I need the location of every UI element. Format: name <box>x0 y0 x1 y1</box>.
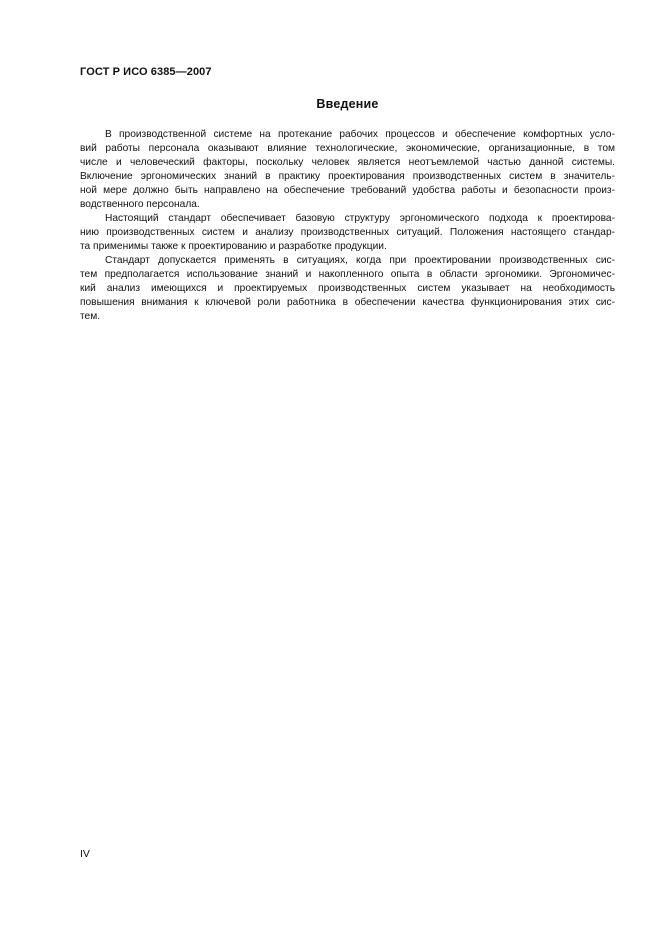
text-line: вий работы персонала оказывают влияние технологические, экономические, организационные, в том <box>80 143 615 154</box>
text-line: ной мере должно быть направлено на обеспечение требований удобства работы и безопасности произ- <box>80 185 615 196</box>
text-line: кий анализ имеющихся и проектируемых производственных систем указывает на необходимость <box>80 283 615 294</box>
text-line: В производственной системе на протекание рабочих процессов и обеспечение комфортных усло- <box>105 129 615 140</box>
text-line: Стандарт допускается применять в ситуациях, когда при проектировании производственных сис- <box>105 255 615 266</box>
text-line: числе и человеческий факторы, поскольку человек является неотъемлемой частью данной системы. <box>80 157 615 168</box>
text-line: тем. <box>80 311 101 322</box>
text-line: водственного персонала. <box>80 199 200 210</box>
text-line: тем предполагается использование знаний и накопленного опыта в области эргономики. Эргономичес- <box>80 269 615 280</box>
text-line: та применимы также к проектированию и разработке продукции. <box>80 241 387 252</box>
text-line: Включение эргономических знаний в практику проектирования производственных систем в значитель- <box>80 171 615 182</box>
page-number: IV <box>80 848 90 860</box>
section-title: Введение <box>316 97 379 111</box>
text-line: нию производственных систем и анализу производственных ситуаций. Положения настоящего стандар- <box>80 227 615 238</box>
document-header: ГОСТ Р ИСО 6385—2007 <box>80 66 212 78</box>
text-line: Настоящий стандарт обеспечивает базовую структуру эргономического подхода к проектирова- <box>105 213 615 224</box>
text-line: повышения внимания к ключевой роли работника в обеспечении качества функционирования этих сис- <box>80 297 615 308</box>
